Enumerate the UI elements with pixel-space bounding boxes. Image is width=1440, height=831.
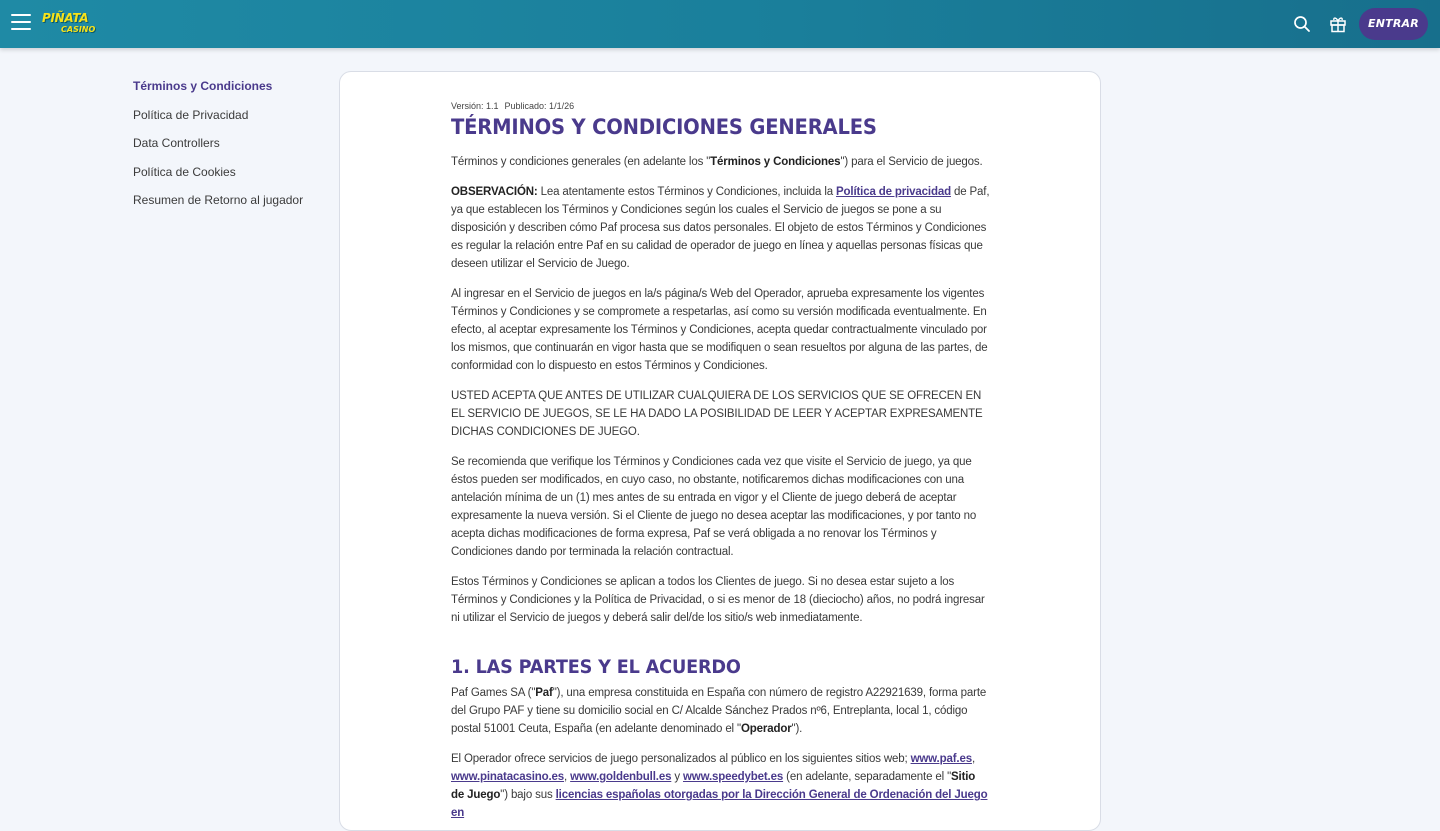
link-speedybet[interactable]: www.speedybet.es: [683, 771, 784, 783]
text-segment: ") bajo sus: [500, 789, 556, 801]
sidebar-item-cookies[interactable]: Política de Cookies: [133, 164, 236, 179]
text-segment: ").: [791, 723, 803, 735]
document-content: [451, 100, 991, 822]
document-card: [339, 71, 1101, 831]
text-segment: "), una empresa constituida en España con número de registro A22921639, forma parte del Grupo PAF y tiene su domicilio social en C/ Alcalde Sánchez Prados nº6, Entreplanta, local 1, código postal 51001 Ceuta, España (en adelante denominado el ": [451, 687, 987, 735]
version-label: Versión: 1.1: [451, 101, 499, 111]
applicability-paragraph: Estos Términos y Condiciones se aplican a todos los Clientes de juego. Si no desea estar sujeto a los Términos y Condiciones y la Política de Privacidad, o si es menor de 18 (dieciocho) años, no podrá ingresar ni utilizar el Servicio de juegos y deberá salir del/de los sitio/s web inmediatamente.: [451, 576, 985, 624]
text-segment: Paf Games SA (": [451, 687, 536, 699]
logo[interactable]: [42, 11, 96, 37]
dgoj-licenses-link[interactable]: licencias españolas otorgadas por la Dirección General de Ordenación del Juego en: [451, 789, 988, 819]
version-info: [451, 100, 991, 112]
websites-paragraph: [451, 750, 991, 822]
sidebar-nav: [133, 78, 333, 221]
observation-label: OBSERVACIÓN:: [451, 186, 538, 198]
text-segment: Términos y Condiciones: [710, 156, 841, 168]
text-segment: Términos y condiciones generales (en adelante los ": [451, 156, 711, 168]
acceptance-paragraph: Al ingresar en el Servicio de juegos en la/s página/s Web del Operador, aprueba expresamente los vigentes Términos y Condiciones y se compromete a respetarlas, así como su versión modificada eventualmente. En efecto, al aceptar expresamente los Términos y Condiciones, acepta quedar contractualmente vinculado por los mismos, que continuarán en vigor hasta que se modifiquen o sean resueltos por alguna de las partes, de conformidad con lo dispuesto en estos Términos y Condiciones.: [451, 288, 988, 372]
top-bar: [0, 0, 1440, 48]
link-goldenbull[interactable]: www.goldenbull.es: [570, 771, 672, 783]
text-segment: ") para el Servicio de juegos.: [840, 156, 983, 168]
text-segment: Sitio de Juego: [451, 771, 976, 801]
published-label: Publicado: 1/1/26: [504, 101, 575, 111]
sidebar-item-rtp-summary[interactable]: Resumen de Retorno al jugador: [133, 193, 304, 207]
text-segment: de Paf, ya que establecen los Términos y Condiciones según los cuales el Servicio de juegos se pone a su disposición y describen cómo Paf procesa sus datos personales. El objeto de estos Términos y Condiciones es regular la relación entre Paf en su calidad de operador de juego en línea y aquellas personas físicas que deseen utilizar el Servicio de Juego.: [451, 186, 990, 270]
login-button[interactable]: ENTRAR: [1359, 8, 1428, 40]
text-segment: Paf: [535, 687, 553, 699]
sidebar-item-terms[interactable]: Términos y Condiciones: [133, 79, 273, 93]
link-pinatacasino[interactable]: www.pinatacasino.es: [451, 771, 565, 783]
text-segment: Operador: [740, 723, 792, 735]
intro-paragraph: [451, 153, 991, 171]
sidebar-item-data-controllers[interactable]: Data Controllers: [133, 136, 220, 150]
text-segment: (en adelante, separadamente el ": [783, 771, 952, 783]
caps-notice-paragraph: USTED ACEPTA QUE ANTES DE UTILIZAR CUALQUIERA DE LOS SERVICIOS QUE SE OFRECEN EN EL SERVICIO DE JUEGOS, SE LE HA DADO LA POSIBILIDAD DE LEER Y ACEPTAR EXPRESAMENTE DICHAS CONDICIONES DE JUEGO.: [451, 390, 983, 438]
sidebar-item-privacy[interactable]: Política de Privacidad: [133, 107, 249, 122]
text-segment: ,: [971, 753, 975, 765]
page-title: TÉRMINOS Y CONDICIONES GENERALES: [451, 115, 877, 139]
logo-main-text: PIÑATA: [42, 11, 89, 25]
menu-icon[interactable]: [11, 14, 31, 32]
logo-sub-text: CASINO: [61, 25, 96, 34]
link-paf[interactable]: www.paf.es: [910, 753, 972, 765]
text-segment: Lea atentamente estos Términos y Condiciones, incluida la: [537, 186, 837, 198]
privacy-policy-link[interactable]: Política de privacidad: [836, 186, 951, 198]
recommendation-paragraph: Se recomienda que verifique los Términos y Condiciones cada vez que visite el Servicio de juego, ya que éstos pueden ser modificados, en cuyo caso, no obstante, notificaremos dichas modificaciones con una antelación mínima de un (1) mes antes de su entrada en vigor y el Cliente de juego deberá de aceptar expresamente la nueva versión. Si el Cliente de juego no desea aceptar las modificaciones, y por tanto no acepta dichas modificaciones de forma expresa, Paf se verá obligada a no renovar los Términos y Condiciones dando por terminada la relación contractual.: [451, 456, 977, 558]
text-segment: El Operador ofrece servicios de juego personalizados al público en los siguientes sitios web;: [451, 753, 911, 765]
section-1-title: 1. LAS PARTES Y EL ACUERDO: [451, 656, 741, 678]
parties-paragraph: [451, 684, 991, 738]
observation-paragraph: [451, 183, 991, 273]
gift-icon[interactable]: [1328, 14, 1348, 34]
text-segment: y: [671, 771, 684, 783]
search-icon[interactable]: [1292, 14, 1312, 34]
text-segment: ,: [564, 771, 571, 783]
